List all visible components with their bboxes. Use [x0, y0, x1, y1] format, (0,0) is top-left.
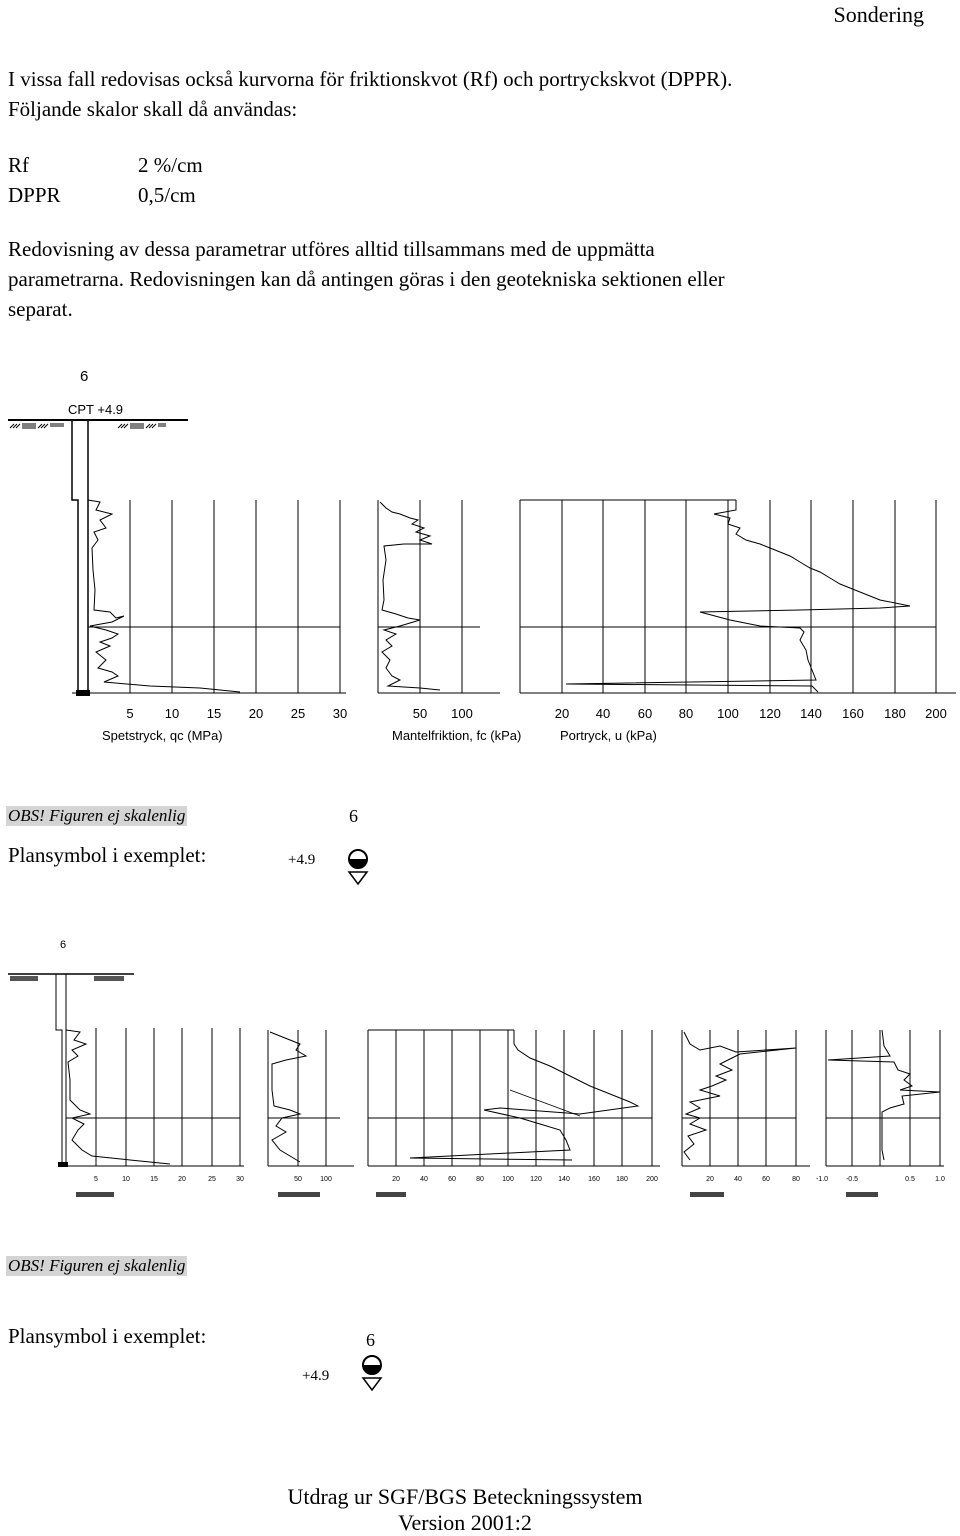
fig2-rf-tick: 80 [792, 1176, 800, 1183]
cpt-sounding-figure-1 [0, 360, 960, 750]
u-tick: 40 [595, 706, 611, 721]
footer-line-1: Utdrag ur SGF/BGS Beteckningssystem [287, 1484, 643, 1509]
fig2-u-tick: 200 [646, 1176, 658, 1183]
fig2-u-tick: 120 [530, 1176, 542, 1183]
qc-tick: 10 [164, 706, 180, 721]
u-tick: 200 [925, 706, 947, 721]
plan-symbol-label-1: Plansymbol i exemplet: [8, 843, 207, 867]
section-header: Sondering [833, 2, 924, 27]
scale-rf-value: 2 %/cm [138, 153, 203, 177]
fc-curve [380, 502, 440, 690]
scale-rf-symbol: Rf [8, 153, 29, 177]
fig2-dppr-curve [828, 1030, 940, 1160]
obs-note-1: OBS! Figuren ej skalenlig [8, 806, 186, 825]
qc-axis-label: Spetstryck, qc (MPa) [102, 728, 223, 743]
qc-grid [88, 500, 346, 693]
fc-tick: 50 [412, 706, 428, 721]
fig2-u-tick: 40 [420, 1176, 428, 1183]
fig2-qc-tick: 15 [150, 1176, 158, 1183]
u-tick: 100 [717, 706, 739, 721]
u-tick: 60 [637, 706, 653, 721]
qc-tick: 30 [332, 706, 348, 721]
figure1-cpt-label: CPT +4.9 [68, 402, 124, 417]
fc-tick: 100 [451, 706, 473, 721]
u-tick: 180 [884, 706, 906, 721]
u-tick: 140 [800, 706, 822, 721]
fig2-rf-tick: 60 [762, 1176, 770, 1183]
fig2-dppr-grid [826, 1030, 944, 1166]
qc-tick: 15 [206, 706, 222, 721]
u-tick: 160 [842, 706, 864, 721]
qc-tick-labels [126, 706, 347, 721]
fig2-rf-tick: 40 [734, 1176, 742, 1183]
fig2-qc-tick: 20 [178, 1176, 186, 1183]
qc-curve [88, 500, 240, 692]
fc-grid [378, 500, 500, 693]
cpt-plan-symbol-icon [344, 848, 372, 886]
fig2-rf-curve [684, 1032, 796, 1160]
fig2-rf-tick: 20 [706, 1176, 714, 1183]
plan-level-1: +4.9 [288, 852, 316, 868]
obs-note-2: OBS! Figuren ej skalenlig [8, 1256, 186, 1275]
ground-hatch-right [94, 976, 124, 981]
plan-level-2: +4.9 [302, 1368, 330, 1384]
cpt-plan-symbol-icon [358, 1354, 386, 1392]
fc-axis-label: Mantelfriktion, fc (kPa) [392, 728, 522, 743]
footer-line-2: Version 2001:2 [398, 1510, 532, 1535]
paragraph-line-3: separat. [8, 297, 73, 321]
fig2-fc-curve [270, 1032, 306, 1162]
fig2-fc-tick: 50 [294, 1176, 302, 1183]
fig2-qc-grid [66, 1028, 244, 1166]
fig2-u-grid [368, 1030, 660, 1166]
cpt-sounding-figure-2 [0, 930, 960, 1210]
intro-line-2: Följande skalor skall då användas: [8, 97, 298, 121]
ground-hatch-left [10, 976, 38, 981]
u-tick: 120 [759, 706, 781, 721]
u-tick: 80 [678, 706, 694, 721]
u-tick-labels [555, 706, 947, 721]
fig2-dppr-tick: 1.0 [935, 1176, 945, 1183]
u-tick: 20 [554, 706, 570, 721]
u-grid [520, 500, 956, 693]
paragraph-line-2: parametrarna. Redovisningen kan då antingen göras i den geotekniska sektionen eller [8, 267, 725, 291]
fig2-u-tick: 20 [392, 1176, 400, 1183]
intro-line-1: I vissa fall redovisas också kurvorna för friktionskvot (Rf) och portryckskvot (DPPR). [8, 67, 733, 91]
fig2-qc-tick: 25 [208, 1176, 216, 1183]
fig2-qc-tick: 5 [94, 1176, 98, 1183]
fig2-u-tick: 160 [588, 1176, 600, 1183]
fig2-rf-grid [682, 1030, 810, 1166]
plan-point-number-1: 6 [349, 806, 358, 826]
plan-symbol-label-2: Plansymbol i exemplet: [8, 1324, 207, 1348]
fig2-axis-captions [76, 1192, 878, 1197]
fig2-u-tick: 60 [448, 1176, 456, 1183]
fig2-u-tick: 100 [502, 1176, 514, 1183]
figure1-point-number: 6 [80, 368, 89, 385]
fc-tick-labels [413, 706, 473, 721]
scale-dppr-symbol: DPPR [8, 183, 61, 207]
qc-tick: 25 [290, 706, 306, 721]
fig2-dppr-tick: -1.0 [815, 1176, 829, 1183]
fig2-u-tick: 80 [476, 1176, 484, 1183]
u-curve [566, 500, 910, 692]
scale-dppr-value: 0,5/cm [138, 183, 196, 207]
fig2-fc-tick: 100 [320, 1176, 332, 1183]
u-axis-label: Portryck, u (kPa) [560, 728, 657, 743]
qc-tick: 20 [248, 706, 264, 721]
figure2-point-number: 6 [60, 939, 67, 951]
fig2-fc-grid [268, 1030, 354, 1166]
qc-tick: 5 [126, 706, 134, 721]
fig2-u-tick: 140 [558, 1176, 570, 1183]
paragraph-line-1: Redovisning av dessa parametrar utföres alltid tillsammans med de uppmätta [8, 237, 655, 261]
fig2-u-tick: 180 [616, 1176, 628, 1183]
fig2-qc-tick: 10 [122, 1176, 130, 1183]
fig2-dppr-tick: -0.5 [845, 1176, 859, 1183]
fig2-dppr-tick: 0.5 [905, 1176, 915, 1183]
plan-point-number-2: 6 [366, 1330, 375, 1350]
fig2-tick-labels [94, 1176, 945, 1183]
fig2-qc-tick: 30 [236, 1176, 244, 1183]
